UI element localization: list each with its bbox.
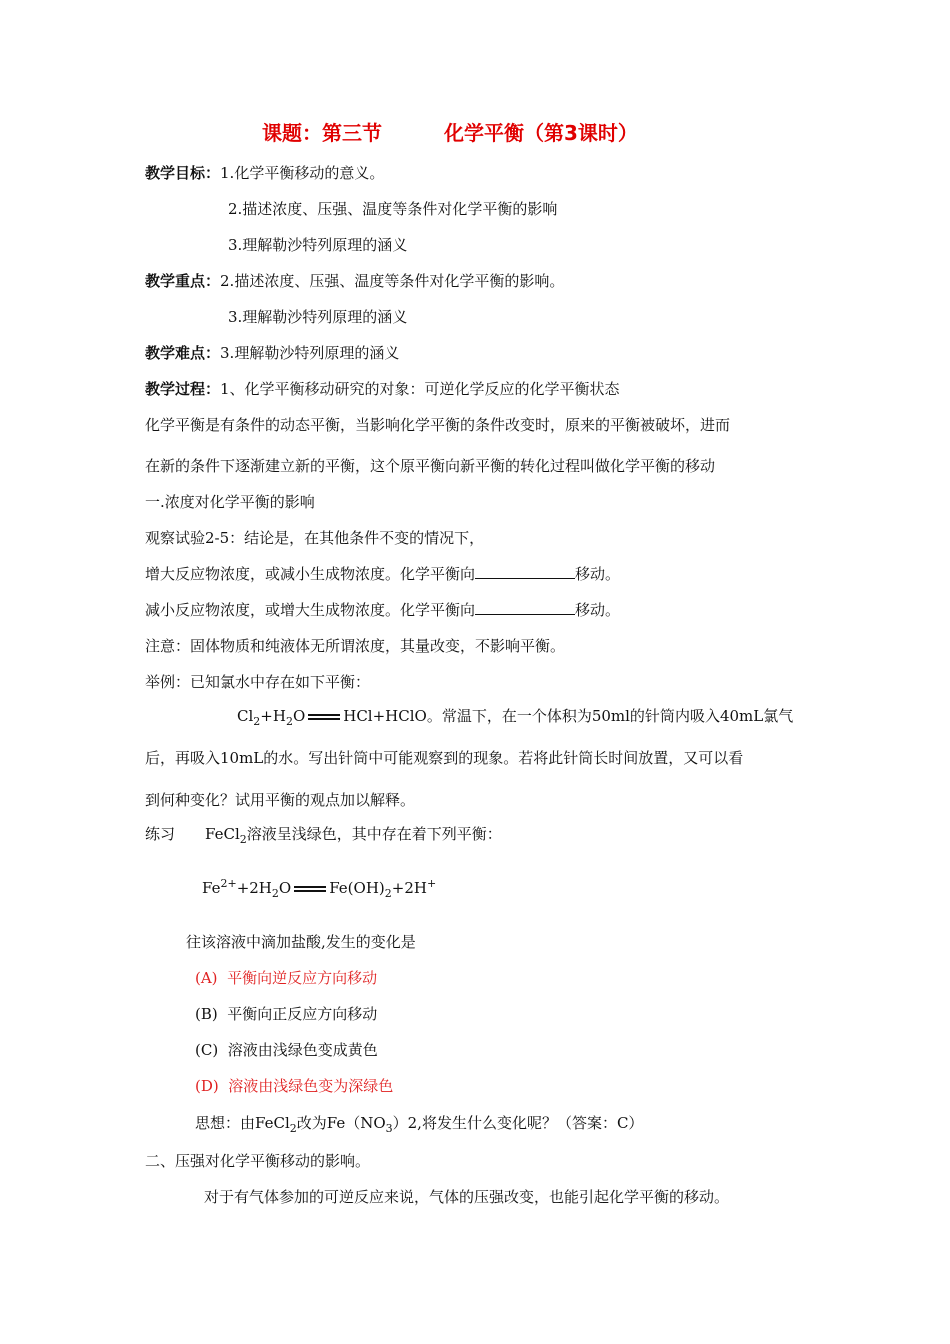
note-text: 注意：固体物质和纯液体无所谓浓度，其量改变，不影响平衡。	[145, 637, 566, 655]
objective-item: 3.理解勒沙特列原理的涵义	[228, 236, 408, 254]
example-text: 后，再吸入10mL的水。写出针筒中可能观察到的现象。若将此针筒长时间放置，又可以看	[145, 749, 744, 767]
objective-item: 2.描述浓度、压强、温度等条件对化学平衡的影响	[228, 200, 558, 218]
chemical-equation: $Cl_2+H_2O$ HCl+HClO	[237, 707, 427, 728]
difficulty-text: 3.理解勒沙特列原理的涵义	[220, 344, 400, 362]
title-right: 化学平衡（第3课时）	[444, 121, 638, 145]
answer-blank[interactable]	[475, 600, 575, 615]
fill-blank-line-2	[145, 600, 620, 620]
page-title	[262, 123, 638, 143]
example-label: 举例：已知氯水中存在如下平衡：	[145, 673, 371, 691]
fill-text: 移动。	[575, 565, 621, 583]
objectives-row	[145, 163, 384, 183]
fill-text: 增大反应物浓度，或减小生成物浓度。化学平衡向	[145, 565, 476, 583]
key-point-item: 3.理解勒沙特列原理的涵义	[228, 308, 408, 326]
option-b: (B) 平衡向正反应方向移动	[195, 1005, 378, 1023]
title-left: 课题：第三节	[262, 121, 382, 145]
example-text: 。常温下，在一个体积为50ml的针筒内吸入40mL氯气	[426, 707, 794, 725]
exercise-equation: $Fe^{2+}+2H_2O$ $Fe(OH)_2+2H^+$	[202, 877, 437, 900]
option-d: (D) 溶液由浅绿色变为深绿色	[195, 1077, 394, 1095]
fill-text: 减小反应物浓度，或增大生成物浓度。化学平衡向	[145, 601, 476, 619]
objective-item: 1.化学平衡移动的意义。	[220, 164, 385, 182]
fill-text: 移动。	[575, 601, 621, 619]
exercise-row: 练习 FeCl$_2$溶液呈浅绿色，其中存在着下列平衡：	[145, 825, 502, 846]
equilibrium-arrow-icon	[294, 884, 326, 894]
think-question: 思想：由FeCl$_2$改为$Fe(NO_3)2$,将发生什么变化呢？（答案：C）	[195, 1114, 644, 1135]
section2-heading: 二、压强对化学平衡移动的影响。	[145, 1152, 371, 1170]
fill-blank-line-1	[145, 564, 620, 584]
option-c: (C) 溶液由浅绿色变成黄色	[195, 1041, 378, 1059]
definition-line: 在新的条件下逐渐建立新的平衡，这个原平衡向新平衡的转化过程叫做化学平衡的移动	[145, 457, 716, 475]
answer-blank[interactable]	[475, 564, 575, 579]
equilibrium-arrow-icon	[308, 712, 340, 722]
exercise-question: 往该溶液中滴加盐酸,发生的变化是	[186, 933, 416, 951]
process-label: 教学过程：	[145, 380, 221, 398]
key-points-label: 教学重点：	[145, 272, 221, 290]
difficulty-row	[145, 343, 399, 363]
process-text: 1、化学平衡移动研究的对象：可逆化学反应的化学平衡状态	[220, 380, 620, 398]
observe-text: 观察试验2-5：结论是，在其他条件不变的情况下，	[145, 529, 485, 547]
example-text: 到何种变化？试用平衡的观点加以解释。	[145, 791, 416, 809]
process-row	[145, 379, 620, 399]
definition-line: 化学平衡是有条件的动态平衡，当影响化学平衡的条件改变时，原来的平衡被破坏，进而	[145, 416, 731, 434]
exercise-label: 练习	[145, 825, 176, 843]
example-equation-line	[237, 706, 793, 726]
section1-heading: 一.浓度对化学平衡的影响	[145, 493, 315, 511]
option-a: (A) 平衡向逆反应方向移动	[195, 969, 378, 987]
key-point-item: 2.描述浓度、压强、温度等条件对化学平衡的影响。	[220, 272, 565, 290]
key-points-row	[145, 271, 564, 291]
difficulty-label: 教学难点：	[145, 344, 221, 362]
objectives-label: 教学目标：	[145, 164, 221, 182]
section2-text: 对于有气体参加的可逆反应来说，气体的压强改变，也能引起化学平衡的移动。	[204, 1188, 730, 1206]
